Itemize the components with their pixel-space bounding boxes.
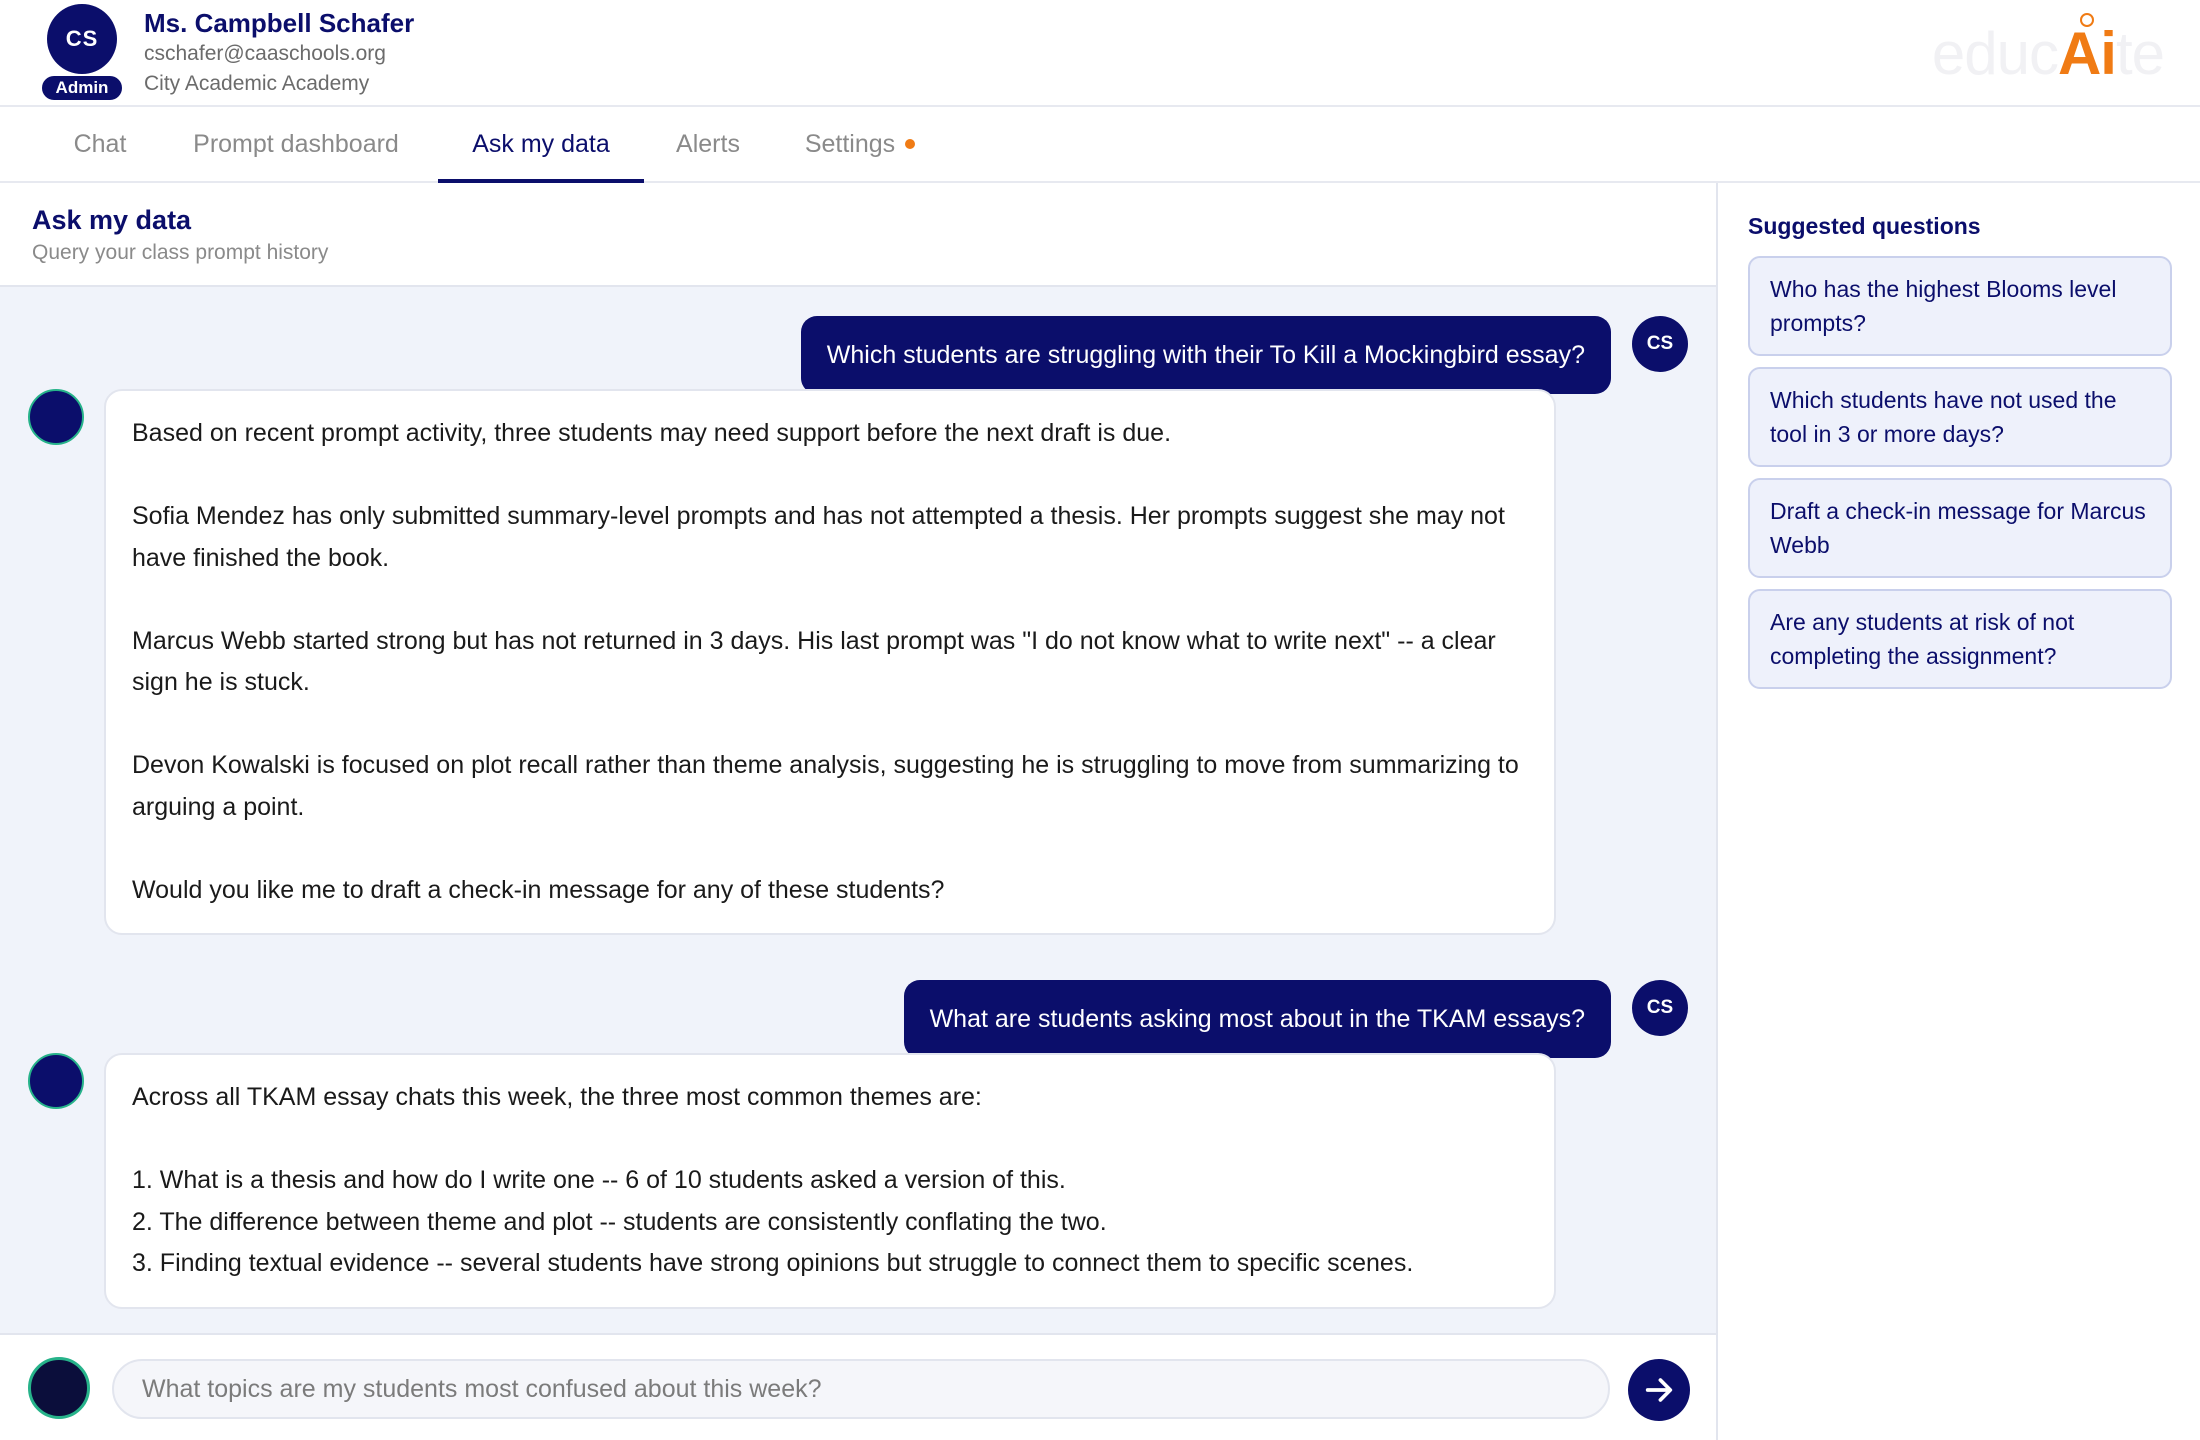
chat-input[interactable] [112, 1359, 1610, 1419]
assistant-message [104, 1053, 1556, 1309]
send-button[interactable] [1628, 1359, 1690, 1421]
chat-input-bar [0, 1333, 1716, 1440]
list-item: 3. Finding textual evidence -- several students have strong opinions but struggle to connect them to specific scenes. [132, 1249, 1414, 1277]
notification-dot-icon [905, 139, 915, 149]
message-paragraph: Would you like me to draft a check-in message for any of these students? [132, 875, 945, 904]
user-avatar[interactable] [40, 0, 128, 104]
chat-thread[interactable] [0, 287, 1716, 1333]
user-school: City Academic Academy [144, 72, 370, 95]
message-paragraph: Across all TKAM essay chats this week, the three most common themes are: [132, 1083, 982, 1111]
assistant-avatar [28, 1053, 84, 1109]
suggested-questions-panel [1718, 183, 2200, 1440]
suggested-question[interactable]: Are any students at risk of not completing the assignment? [1748, 589, 2172, 689]
admin-badge: Admin [40, 74, 124, 102]
tab-ask-my-data[interactable]: Ask my data [438, 107, 644, 181]
panel-subtitle: Query your class prompt history [32, 241, 329, 264]
tab-prompt-dashboard[interactable]: Prompt dashboard [193, 129, 399, 158]
arrow-right-icon [1642, 1373, 1676, 1407]
user-email: cschafer@caaschools.org [144, 42, 386, 65]
logo-suffix: te [2115, 19, 2164, 87]
tab-bar [0, 107, 2200, 183]
suggested-questions-title: Suggested questions [1748, 213, 1981, 239]
panel-title: Ask my data [32, 205, 192, 235]
message-paragraph: Devon Kowalski is focused on plot recall rather than theme analysis, suggesting he is struggling to move from summarizing to arguing a point. [132, 751, 1519, 821]
list-item: 1. What is a thesis and how do I write one -- 6 of 10 students asked a version of this. [132, 1166, 1066, 1194]
educaite-logo [1932, 18, 2164, 88]
message-paragraph: Marcus Webb started strong but has not returned in 3 days. His last prompt was "I do not know what to write next" -- a clear sign he is stuck. [132, 626, 1496, 696]
ask-my-data-panel [0, 183, 1718, 1440]
assistant-avatar [28, 389, 84, 445]
panel-header [0, 183, 1716, 287]
tab-settings-label: Settings [804, 129, 896, 158]
user-avatar-initials: CS [47, 4, 117, 74]
tab-alerts[interactable]: Alerts [676, 129, 740, 158]
theme-list [132, 1160, 1528, 1285]
assistant-message [104, 389, 1556, 935]
composer-avatar [28, 1357, 90, 1419]
tab-chat[interactable]: Chat [73, 129, 127, 158]
message-paragraph: Based on recent prompt activity, three students may need support before the next draft is due. [132, 419, 1172, 447]
tab-settings[interactable] [790, 107, 930, 181]
suggested-question[interactable]: Who has the highest Blooms level prompts? [1748, 256, 2172, 356]
logo-prefix: educ [1931, 19, 2058, 87]
app-header [0, 0, 2200, 107]
user-name: Ms. Campbell Schafer [144, 8, 415, 38]
user-message-avatar: CS [1632, 980, 1688, 1036]
suggested-question[interactable]: Draft a check-in message for Marcus Webb [1748, 478, 2172, 578]
suggested-question[interactable]: Which students have not used the tool in 3 or more days? [1748, 367, 2172, 467]
message-paragraph: Sofia Mendez has only submitted summary-level prompts and has not attempted a thesis. Her prompts suggest she may not have finished the book. [132, 502, 1505, 572]
user-message-avatar: CS [1632, 316, 1688, 372]
user-message: Which students are struggling with their To Kill a Mockingbird essay? [801, 316, 1611, 394]
user-message: What are students asking most about in the TKAM essays? [904, 980, 1611, 1058]
list-item: 2. The difference between theme and plot -- students are consistently conflating the two. [132, 1207, 1107, 1236]
logo-highlight: Ai [2057, 19, 2116, 87]
